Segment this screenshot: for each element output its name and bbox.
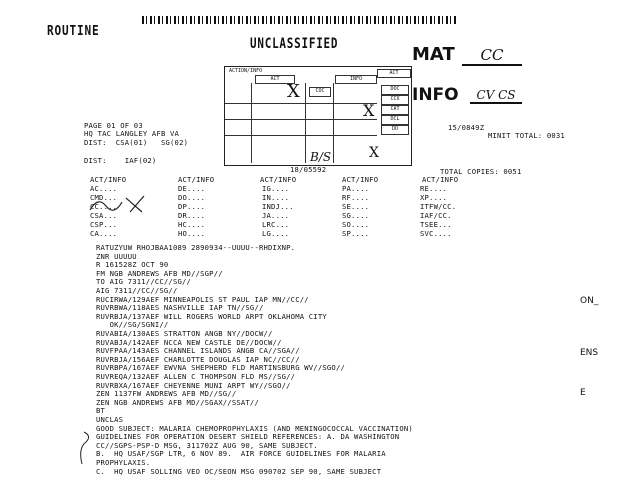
message-line: RUVRBJA/137AEF WILL ROGERS WORLD ARPT OKLAHOMA CITY bbox=[96, 311, 327, 321]
dist-line-2: DIST: IAF(02) bbox=[84, 156, 157, 165]
routing-cell: DCL bbox=[381, 115, 409, 125]
grid-cell: LRC... bbox=[262, 220, 290, 229]
page-number: PAGE 01 OF 03 bbox=[84, 121, 143, 130]
grid-cell: CA.... bbox=[90, 229, 118, 238]
grid-cell: DO.... bbox=[178, 193, 206, 202]
routing-cell: CAT bbox=[381, 105, 409, 115]
margin-scribble bbox=[76, 428, 100, 468]
grid-header: ACT/INFO bbox=[178, 175, 215, 184]
message-line: RUVREQA/132AEF ALLEN C THOMPSON FLD MS//SG// bbox=[96, 372, 296, 381]
message-line: R 161528Z OCT 90 bbox=[96, 260, 169, 270]
grid-header: ACT/INFO bbox=[260, 175, 297, 184]
grid-cell: HO.... bbox=[178, 229, 206, 238]
message-line: RUVRBJA/156AEF CHARLOTTE DOUGLAS IAP NC//CC// bbox=[96, 354, 300, 364]
grid-cell: XP.... bbox=[420, 193, 448, 202]
message-line: RUVRBWA/118AES NASHVILLE IAP TN//SG// bbox=[96, 303, 264, 313]
grid-cell: SVC.... bbox=[420, 229, 452, 238]
message-line: RUVRBPA/167AEF EWVNA SHEPHERD FLD MARTINSBURG WV//SGO// bbox=[96, 363, 345, 373]
grid-cell: ITFW/CC. bbox=[420, 202, 457, 211]
classification-label: UNCLASSIFIED bbox=[250, 36, 339, 52]
message-line: GOOD SUBJECT: MALARIA CHEMOPROPHYLAXIS (AND MENINGOCOCCAL VACCINATION) bbox=[96, 423, 413, 433]
message-line: CC//SGPS-PSP-D MSG, 311702Z AUG 90, SAME SUBJECT. bbox=[96, 440, 318, 450]
grid-header: ACT/INFO bbox=[422, 175, 459, 184]
message-line: RUVRBXA/167AEF CHEYENNE MUNI ARPT WY//SGO// bbox=[96, 380, 291, 390]
grid-cell: CSA... bbox=[90, 211, 118, 220]
grid-cell: SG.... bbox=[342, 211, 370, 220]
grid-cell: SP.... bbox=[342, 229, 370, 238]
grid-cell: DP.... bbox=[178, 202, 206, 211]
message-line: PROPHYLAXIS. bbox=[96, 458, 151, 467]
routing-col-header: ACT bbox=[377, 69, 411, 78]
routing-col-header: ACT bbox=[255, 75, 295, 84]
message-line: AIG 7311//CC//SG// bbox=[96, 286, 178, 295]
message-line: ZNR UUUUU bbox=[96, 251, 137, 261]
grid-cell: LG.... bbox=[262, 229, 290, 238]
mat-handwritten: CC bbox=[462, 46, 522, 66]
check-mark: X bbox=[363, 101, 375, 120]
routing-cell: DOC bbox=[381, 85, 409, 95]
grid-cell: CMD... bbox=[90, 193, 118, 202]
edge-fragment: E bbox=[580, 388, 586, 398]
info-handwritten: CV CS bbox=[470, 88, 522, 104]
handwritten-initials: B/S bbox=[310, 150, 332, 164]
message-line: GUIDELINES FOR OPERATION DESERT SHIELD REFERENCES: A. DA WASHINGTON bbox=[96, 432, 400, 442]
check-mark: X bbox=[369, 145, 379, 161]
minit-total: MINIT TOTAL: 0031 bbox=[488, 131, 565, 140]
message-line: FM NGB ANDREWS AFB MD//SGP// bbox=[96, 268, 223, 278]
grid-cell: IG.... bbox=[262, 184, 290, 193]
serial-number: 18/05592 bbox=[290, 165, 327, 174]
routing-cell: CCX bbox=[381, 95, 409, 105]
check-mark: X bbox=[287, 81, 300, 102]
info-label: INFO bbox=[412, 85, 459, 105]
grid-header: ACT/INFO bbox=[342, 175, 379, 184]
routing-col-header: INFO bbox=[335, 75, 377, 84]
grid-cell: DR.... bbox=[178, 211, 206, 220]
message-line: ZEN NGB ANDREWS AFB MD//SGAX//SSAT// bbox=[96, 397, 259, 407]
grid-cell: HC.... bbox=[178, 220, 206, 229]
message-line: BT bbox=[96, 406, 106, 416]
grid-cell: RE.... bbox=[420, 184, 448, 193]
grid-cell: IAF/CC. bbox=[420, 211, 452, 220]
origin-line: HQ TAC LANGLEY AFB VA bbox=[84, 129, 180, 138]
message-line: C. HQ USAF SOLLING VEO OC/SEON MSG 090702 SEP 90, SAME SUBJECT bbox=[96, 466, 382, 476]
precedence-label: ROUTINE bbox=[47, 24, 100, 39]
grid-cell: SO.... bbox=[342, 220, 370, 229]
grid-cell: TSEE... bbox=[420, 220, 452, 229]
grid-cell: CSP... bbox=[90, 220, 118, 229]
message-line: RATUZYUW RHOJBAA1089 2890934--UUUU--RHDIXNP. bbox=[96, 243, 296, 252]
message-line: RUCIRWA/129AEF MINNEAPOLIS ST PAUL IAP MN//CC// bbox=[96, 294, 309, 304]
barcode-strip bbox=[142, 16, 458, 24]
grid-cell: INDJ... bbox=[262, 202, 294, 211]
message-line: ZEN 1137FW ANDREWS AFB MD//SG// bbox=[96, 389, 237, 399]
grid-cell: JA.... bbox=[262, 211, 290, 220]
handwritten-scribble bbox=[86, 190, 166, 220]
edge-fragment: ON_ bbox=[580, 296, 599, 306]
grid-header: ACT/INFO bbox=[90, 175, 127, 184]
routing-cell: DO bbox=[381, 125, 409, 135]
message-line: UNCLAS bbox=[96, 415, 124, 424]
grid-cell: AC.... bbox=[90, 184, 118, 193]
message-line: TO AIG 7311//CC//SG// bbox=[96, 277, 192, 287]
edge-fragment: ENS bbox=[580, 348, 599, 358]
datetime-code: 15/0849Z bbox=[448, 123, 485, 132]
grid-cell: CC.... bbox=[90, 202, 118, 211]
message-line: RUVABIA/130AES STRATTON ANGB NY//DOCW// bbox=[96, 329, 273, 338]
routing-cell: COC bbox=[309, 87, 331, 97]
grid-cell: SE.... bbox=[342, 202, 370, 211]
dist-line: DIST: CSA(01) SG(02) bbox=[84, 138, 189, 147]
grid-cell: IN.... bbox=[262, 193, 290, 202]
message-line: B. HQ USAF/SGP LTR, 6 NOV 89. AIR FORCE GUIDELINES FOR MALARIA bbox=[96, 449, 386, 459]
routing-stamp-title: ACTION/INFO bbox=[229, 68, 263, 74]
message-line: RUVABJA/142AEF NCCA NEW CASTLE DE//DOCW// bbox=[96, 337, 282, 347]
grid-cell: RF.... bbox=[342, 193, 370, 202]
total-copies: TOTAL COPIES: 0051 bbox=[440, 167, 522, 176]
mat-label: MAT bbox=[412, 44, 455, 65]
grid-cell: PA.... bbox=[342, 184, 370, 193]
grid-cell: DE.... bbox=[178, 184, 206, 193]
message-line: OK//SG/SGNI// bbox=[96, 320, 169, 330]
message-line: RUVFPAA/143AES CHANNEL ISLANDS ANGB CA//SGA// bbox=[96, 346, 300, 356]
